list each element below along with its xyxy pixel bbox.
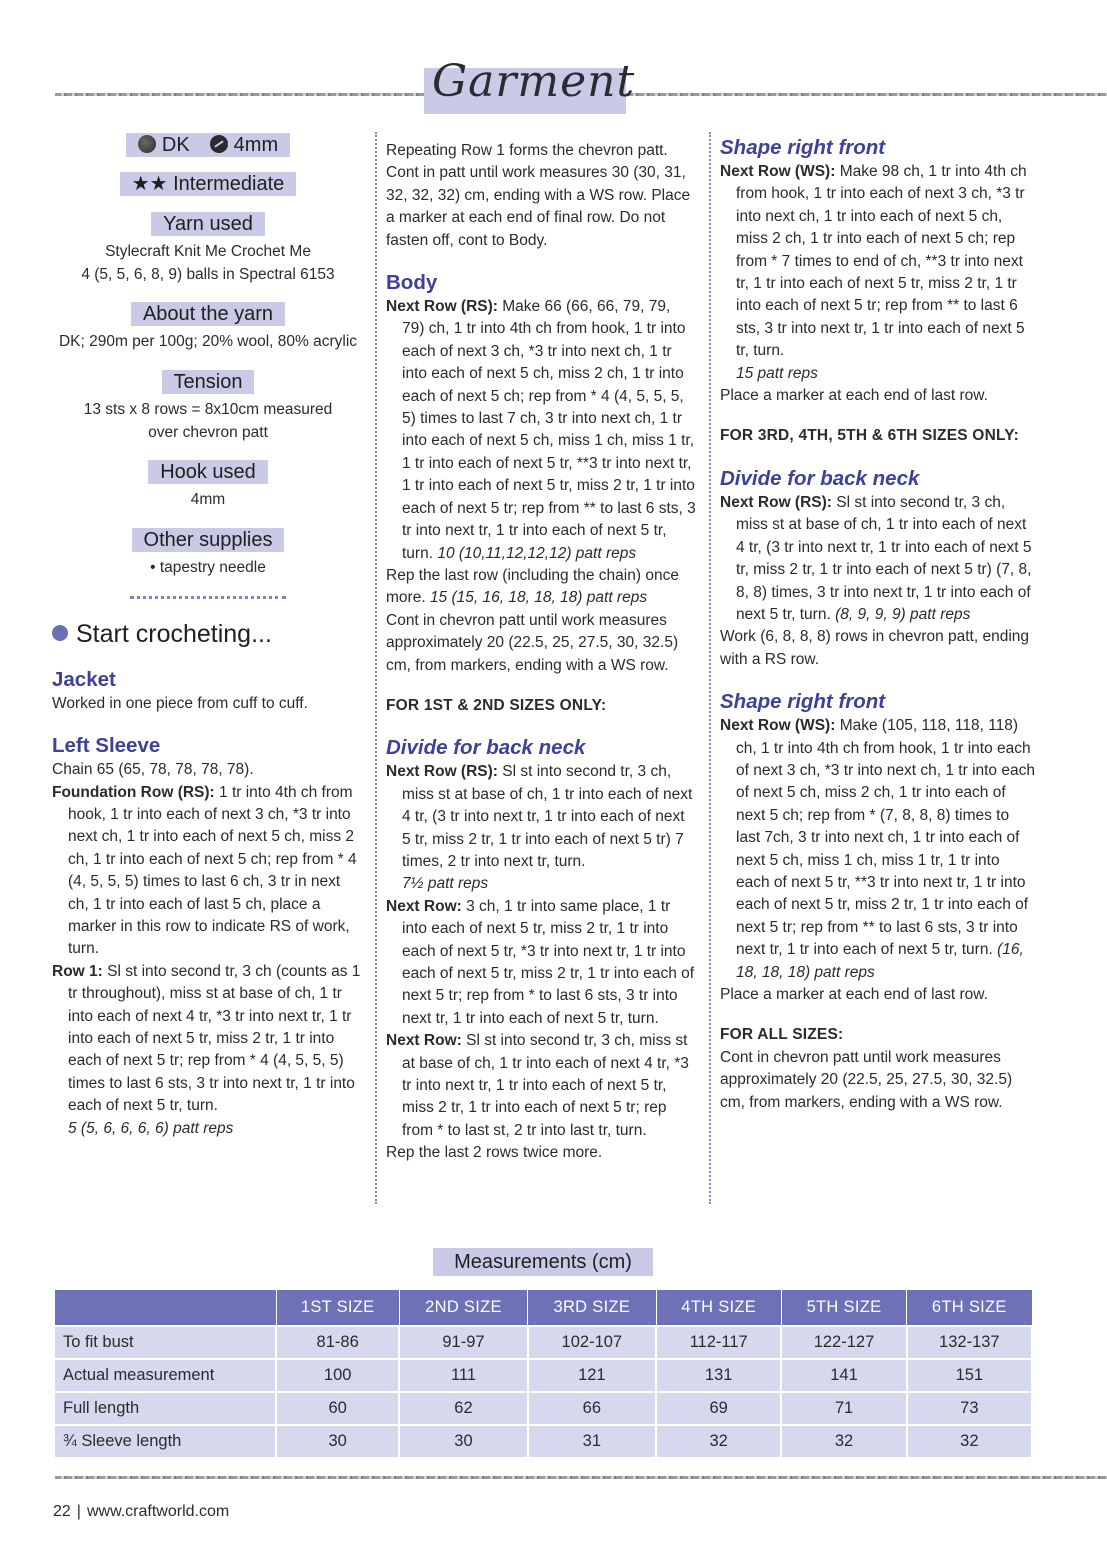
foundation-row xyxy=(52,782,364,961)
tension-block xyxy=(52,370,364,444)
sizes-note: FOR 3RD, 4TH, 5TH & 6TH SIZES ONLY: xyxy=(720,427,1019,445)
tension-line1: 13 sts x 8 rows = 8x10cm measured xyxy=(83,401,333,419)
yarn-hook-badge xyxy=(52,133,364,158)
row-label-cell: Full length xyxy=(54,1392,276,1425)
hook-size: 4mm xyxy=(233,134,279,156)
row-text: 1 tr into 4th ch from hook, 1 tr into each of next 3 ch, *3 tr into next ch, 1 tr into each of next 5 ch, miss 2 ch, 1 tr into each of next 5 ch; rep from * 4 (4, 5, 5, 5) times to last 6 ch, 3 tr in next ch, 1 tr into each of last 5 ch, place a marker in this row to indicate RS of work, turn. xyxy=(68,783,357,958)
table-cell: 69 xyxy=(656,1392,781,1425)
level-badge xyxy=(52,172,364,197)
table-cell: 111 xyxy=(399,1359,527,1392)
table-row xyxy=(54,1392,1032,1425)
table-cell: 73 xyxy=(907,1392,1032,1425)
table-cell: 32 xyxy=(907,1425,1032,1458)
row-text: Make (105, 118, 118, 118) ch, 1 tr into 4th ch from hook, 1 tr into each of next 3 ch, *3 tr into next ch, 1 tr into each of next 5 ch, miss 2 ch, 1 tr into each of next 5 ch; rep from * (7, 8, 8, 8) times to last 7ch, 3 tr into next ch, 1 tr into each of next 5 ch, miss 1 ch, miss 1 tr, 1 tr into each of next 5 tr, **3 tr into next tr, 1 tr into each of next 5 tr, miss 2 tr, 1 tr into each of next 5 tr; rep from ** to last 6 sts, 3 tr into next tr, 1 tr into each of next 5 tr, turn. xyxy=(736,717,1035,959)
about-yarn-block xyxy=(52,302,364,354)
marker-text: Place a marker at each end of last row. xyxy=(720,387,988,405)
row-label: Next Row: xyxy=(386,1032,462,1050)
table-cell: 121 xyxy=(528,1359,656,1392)
yarn-ball-icon xyxy=(52,625,68,641)
row-label: Next Row (RS): xyxy=(386,763,498,781)
yarn-used-line2: 4 (5, 5, 6, 8, 9) balls in Spectral 6153 xyxy=(81,265,335,283)
yarn-used-label: Yarn used xyxy=(151,212,265,236)
footer-url[interactable]: www.craftworld.com xyxy=(86,1503,230,1520)
supplies-text: • tapestry needle xyxy=(150,559,266,577)
row-text: Sl st into second tr, 3 ch, miss st at base of ch, 1 tr into each of next 4 tr, (3 tr into next tr, 1 tr into each of next 5 tr, miss 2 tr, 1 tr into each of next 5 tr) (7, 8, 8, 8) times, 3 tr into next tr, 1 tr into each of next 5 tr, turn. xyxy=(736,493,1032,623)
yarn-used-block xyxy=(52,212,364,286)
row-label: Row 1: xyxy=(52,962,103,980)
table-header-cell: 3RD SIZE xyxy=(528,1290,656,1326)
yarn-ball-icon xyxy=(138,135,156,153)
table-cell: 31 xyxy=(528,1425,656,1458)
table-cell: 132-137 xyxy=(907,1326,1032,1359)
table-cell: 122-127 xyxy=(781,1326,906,1359)
table-cell: 102-107 xyxy=(528,1326,656,1359)
table-cell: 32 xyxy=(656,1425,781,1458)
patt-reps: 7½ patt reps xyxy=(402,875,489,893)
table-row xyxy=(54,1359,1032,1392)
row-text: 3 ch, 1 tr into same place, 1 tr into each of next 5 tr, miss 2 tr, 1 tr into each of next 5 tr, *3 tr into next tr, 1 tr into each of next 5 tr, miss 2 tr, 1 tr into each of next 5 tr; rep from * to last 6 sts, 3 tr into next tr, 1 tr into each of next 5 tr, turn. xyxy=(402,897,695,1027)
patt-reps: (8, 9, 9, 9) patt reps xyxy=(835,605,971,623)
hook-used-text: 4mm xyxy=(190,491,226,509)
table-cell: 112-117 xyxy=(656,1326,781,1359)
measurements-title: Measurements (cm) xyxy=(433,1248,653,1276)
row-text: Make 98 ch, 1 tr into 4th ch from hook, 1 tr into each of next 3 ch, *3 tr into next ch, 1 tr into each of next 5 ch, miss 2 ch, 1 tr into each of next 5 ch; rep from * 7 times to end of ch, **3 tr into next tr, 1 tr into each of next 5 tr, miss 2 tr, 1 tr into each of next 5 tr; rep from ** to last 6 sts, 3 tr into next tr, 1 tr into each of next 5 tr, turn. xyxy=(736,163,1027,360)
jacket-heading: Jacket xyxy=(52,667,116,691)
row-label-cell: To fit bust xyxy=(54,1326,276,1359)
rep-last-text xyxy=(386,565,696,610)
shape-row xyxy=(720,715,1036,984)
rep-last-pre: Rep the last row (including the chain) once more. xyxy=(386,566,679,607)
table-header-corner xyxy=(54,1290,276,1326)
shape-row xyxy=(720,161,1036,385)
section-title: Garment xyxy=(432,56,636,107)
patt-reps: 15 (15, 16, 18, 18, 18) patt reps xyxy=(429,589,648,607)
yarn-hook-label xyxy=(126,133,290,157)
jacket-text: Worked in one piece from cuff to cuff. xyxy=(52,694,308,712)
chain-text: Chain 65 (65, 78, 78, 78, 78). xyxy=(52,761,254,779)
cont-text: Cont in chevron patt until work measures approximately 20 (22.5, 25, 27.5, 30, 32.5) cm, from markers, ending with a WS row. xyxy=(386,611,679,674)
column-2 xyxy=(386,140,696,1165)
left-sleeve-heading: Left Sleeve xyxy=(52,734,161,758)
supplies-block xyxy=(52,528,364,580)
dotted-divider xyxy=(130,596,286,599)
row-label: Next Row (WS): xyxy=(720,163,836,180)
table-header-cell: 4TH SIZE xyxy=(656,1290,781,1326)
row-label: Foundation Row (RS): xyxy=(52,783,215,801)
body-row xyxy=(386,296,696,565)
table-cell: 91-97 xyxy=(399,1326,527,1359)
patt-reps: 15 patt reps xyxy=(736,364,818,382)
table-cell: 30 xyxy=(276,1425,399,1458)
table-cell: 62 xyxy=(399,1392,527,1425)
measurements-table xyxy=(53,1289,1033,1459)
table-header-row xyxy=(54,1290,1032,1326)
hook-used-block xyxy=(52,460,364,512)
final-text: Cont in chevron patt until work measures approximately 20 (22.5, 25, 27.5, 30, 32.5) cm, from markers, ending with a WS row. xyxy=(720,1048,1013,1111)
divide-row xyxy=(720,492,1036,626)
patt-reps: 5 (5, 6, 6, 6, 6) patt reps xyxy=(68,1119,234,1137)
column-divider xyxy=(375,132,377,1204)
table-cell: 30 xyxy=(399,1425,527,1458)
tension-line2: over chevron patt xyxy=(148,423,268,441)
start-heading-text: Start crocheting... xyxy=(76,619,272,648)
row-label-cell: ¾ Sleeve length xyxy=(54,1425,276,1458)
table-cell: 141 xyxy=(781,1359,906,1392)
crochet-hook-icon xyxy=(210,135,228,153)
start-heading xyxy=(52,619,364,649)
table-row xyxy=(54,1326,1032,1359)
tension-label: Tension xyxy=(162,370,255,394)
supplies-label: Other supplies xyxy=(132,528,285,552)
work-text: Work (6, 8, 8, 8) rows in chevron patt, ending with a RS row. xyxy=(720,628,1030,668)
table-cell: 66 xyxy=(528,1392,656,1425)
yarn-weight: DK xyxy=(161,134,190,156)
page-number: 22 xyxy=(53,1503,71,1520)
hook-used-label: Hook used xyxy=(148,460,268,484)
divide-row xyxy=(386,761,696,895)
table-header-cell: 2ND SIZE xyxy=(399,1290,527,1326)
table-cell: 131 xyxy=(656,1359,781,1392)
patt-reps: 10 (10,11,12,12,12) patt reps xyxy=(437,544,637,562)
patt-reps: (16, 18, 18, 18) patt reps xyxy=(736,941,1024,981)
next-row xyxy=(386,896,696,1030)
column-3 xyxy=(720,136,1036,1114)
level-label: ★★ Intermediate xyxy=(120,172,297,196)
row-text: Sl st into second tr, 3 ch, miss st at base of ch, 1 tr into each of next 4 tr, *3 tr into next tr, 1 tr into each of next 5 tr, miss 2 tr, 1 tr into each of next 5 tr; rep from * to last st, 2 tr into last tr, turn. xyxy=(402,1032,689,1139)
row-label-cell: Actual measurement xyxy=(54,1359,276,1392)
yarn-used-line1: Stylecraft Knit Me Crochet Me xyxy=(105,243,311,261)
table-header-cell: 1ST SIZE xyxy=(276,1290,399,1326)
table-cell: 100 xyxy=(276,1359,399,1392)
row-label: Next Row (WS): xyxy=(720,717,836,735)
spec-panel xyxy=(52,133,364,599)
table-row xyxy=(54,1425,1032,1458)
table-cell: 71 xyxy=(781,1392,906,1425)
table-header-cell: 6TH SIZE xyxy=(907,1290,1032,1326)
rep-twice-text: Rep the last 2 rows twice more. xyxy=(386,1144,603,1162)
column-1 xyxy=(52,133,364,1140)
intro-text: Repeating Row 1 forms the chevron patt. Cont in patt until work measures 30 (30, 31, 32, 32, 32) cm, ending with a WS row. Place a marker at each end of final row. Do not fasten off, cont to Body. xyxy=(386,142,691,249)
row-label: Next Row: xyxy=(386,897,462,915)
table-cell: 81-86 xyxy=(276,1326,399,1359)
row-text: Sl st into second tr, 3 ch, miss st at base of ch, 1 tr into each of next 4 tr, (3 tr into next tr, 1 tr into each of next 5 tr, miss 2 tr, 1 tr into each of next 5 tr) 7 times, 2 tr into next tr, turn. xyxy=(402,763,693,870)
row-text: Sl st into second tr, 3 ch (counts as 1 tr throughout), miss st at base of ch, 1 tr into each of next 4 tr, *3 tr into next tr, 1 tr into each of next 5 tr, miss 2 tr, 1 tr into each of next 5 tr; rep from * 4 (4, 5, 5, 5) times to last 6 sts, 3 tr into next tr, 1 tr into each of next 5 tr, turn. xyxy=(68,962,361,1115)
table-cell: 32 xyxy=(781,1425,906,1458)
about-yarn-label: About the yarn xyxy=(131,302,285,326)
column-divider xyxy=(709,132,711,1204)
shape-right-front-heading: Shape right front xyxy=(720,690,886,714)
footer-separator: | xyxy=(76,1503,81,1520)
divide-heading: Divide for back neck xyxy=(386,736,586,760)
divide-heading: Divide for back neck xyxy=(720,466,920,490)
bottom-rule xyxy=(55,1476,1107,1479)
table-cell: 151 xyxy=(907,1359,1032,1392)
row-text: Make 66 (66, 66, 79, 79, 79) ch, 1 tr into 4th ch from hook, 1 tr into each of next 3 ch, *3 tr into next ch, 1 tr into each of next 5 ch, miss 2 ch, 1 tr into each of next 5 ch; rep from * 4 (4, 5, 5, 5, 5) times to last 7 ch, 3 tr into next ch, 1 tr into each of next 5 ch, miss 1 ch, miss 1 tr, 1 tr into each of next 5 tr, **3 tr into next tr, 1 tr into each of next 5 tr, miss 2 tr, 1 tr into each of next 5 tr; rep from ** to last 6 sts, 3 tr into next tr, 1 tr into each of next 5 tr, turn. xyxy=(402,298,696,562)
sizes-note: FOR ALL SIZES: xyxy=(720,1026,844,1044)
about-yarn-text: DK; 290m per 100g; 20% wool, 80% acrylic xyxy=(58,333,358,351)
shape-right-front-heading: Shape right front xyxy=(720,136,886,159)
next-row xyxy=(386,1030,696,1142)
row-label: Next Row (RS): xyxy=(720,493,832,511)
page-footer xyxy=(53,1503,229,1521)
body-heading: Body xyxy=(386,271,438,295)
row-label: Next Row (RS): xyxy=(386,298,498,316)
table-header-cell: 5TH SIZE xyxy=(781,1290,906,1326)
marker-text: Place a marker at each end of last row. xyxy=(720,986,988,1003)
table-cell: 60 xyxy=(276,1392,399,1425)
sizes-note: FOR 1ST & 2ND SIZES ONLY: xyxy=(386,696,607,714)
row-1 xyxy=(52,961,364,1140)
